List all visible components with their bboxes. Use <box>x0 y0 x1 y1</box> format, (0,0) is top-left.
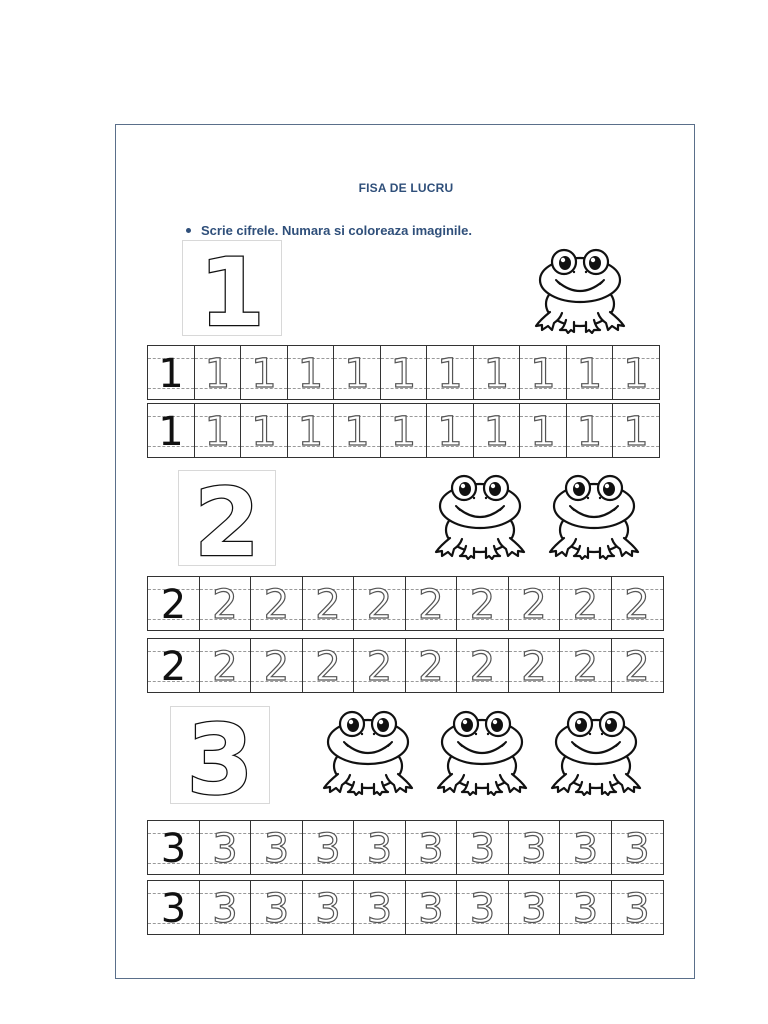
tracing-cell <box>508 820 561 875</box>
trace-digit: 3 <box>263 886 290 932</box>
tracing-cell <box>456 880 509 935</box>
trace-digit: 3 <box>624 826 650 872</box>
model-digit: 3 <box>160 826 187 872</box>
tracing-cell <box>240 403 288 458</box>
tracing-cell <box>147 638 200 693</box>
tracing-cell <box>287 345 335 400</box>
trace-digit: 2 <box>624 582 650 628</box>
trace-digit: 2 <box>366 644 393 690</box>
tracing-cell <box>250 880 303 935</box>
trace-digit: 1 <box>437 351 463 397</box>
svg-text:3: 3 <box>186 707 254 803</box>
tracing-cell <box>426 345 474 400</box>
model-digit: 3 <box>160 886 187 932</box>
tracing-cell <box>147 576 200 631</box>
tracing-cell <box>287 403 335 458</box>
tracing-cell <box>473 403 521 458</box>
trace-digit: 3 <box>418 826 444 872</box>
trace-digit: 1 <box>530 351 556 397</box>
tracing-cell <box>426 403 474 458</box>
tracing-cell <box>508 638 561 693</box>
trace-digit: 3 <box>469 826 496 872</box>
trace-digit: 2 <box>263 582 290 628</box>
frog-group-1 <box>530 242 630 334</box>
model-digit: 1 <box>158 351 184 397</box>
trace-digit: 2 <box>315 644 341 690</box>
trace-digit: 1 <box>344 409 370 455</box>
trace-digit: 2 <box>624 644 650 690</box>
model-digit: 2 <box>160 644 187 690</box>
tracing-cell <box>199 638 252 693</box>
tracing-row-2a <box>147 576 662 631</box>
tracing-cell <box>559 576 612 631</box>
tracing-cell <box>147 345 195 400</box>
big-digit-2 <box>178 470 276 566</box>
trace-digit: 1 <box>297 351 324 397</box>
frog-icon <box>546 704 646 796</box>
tracing-cell <box>456 820 509 875</box>
trace-digit: 2 <box>469 582 496 628</box>
tracing-cell <box>611 820 664 875</box>
bullet-icon <box>186 228 191 233</box>
trace-digit: 3 <box>572 826 599 872</box>
tracing-cell <box>611 880 664 935</box>
tracing-row-3a <box>147 820 662 875</box>
tracing-cell <box>147 880 200 935</box>
tracing-cell <box>508 880 561 935</box>
trace-digit: 1 <box>390 351 417 397</box>
tracing-cell <box>199 576 252 631</box>
big-digit-3 <box>170 706 270 804</box>
tracing-cell <box>559 820 612 875</box>
trace-digit: 2 <box>366 582 393 628</box>
tracing-row-2b <box>147 638 662 693</box>
instruction-text: Scrie cifrele. Numara si coloreaza imaginile. <box>201 223 472 238</box>
tracing-cell <box>612 345 660 400</box>
trace-digit: 1 <box>344 351 370 397</box>
frog-group-3 <box>318 704 646 796</box>
tracing-cell <box>302 576 355 631</box>
tracing-cell <box>199 820 252 875</box>
trace-digit: 3 <box>624 886 650 932</box>
tracing-cell <box>353 820 406 875</box>
tracing-cell <box>333 403 381 458</box>
tracing-cell <box>612 403 660 458</box>
trace-digit: 2 <box>469 644 496 690</box>
tracing-cell <box>519 345 567 400</box>
tracing-cell <box>250 820 303 875</box>
trace-digit: 1 <box>530 409 556 455</box>
frog-icon <box>432 704 532 796</box>
trace-digit: 3 <box>366 826 393 872</box>
tracing-cell <box>405 576 458 631</box>
trace-digit: 1 <box>204 409 231 455</box>
trace-digit: 3 <box>521 886 547 932</box>
tracing-cell <box>194 403 242 458</box>
frog-icon <box>544 468 644 560</box>
trace-digit: 2 <box>521 582 547 628</box>
tracing-cell <box>405 880 458 935</box>
tracing-row-1b <box>147 403 659 458</box>
tracing-cell <box>611 638 664 693</box>
trace-digit: 1 <box>251 409 277 455</box>
trace-digit: 1 <box>437 409 463 455</box>
trace-digit: 2 <box>521 644 547 690</box>
tracing-cell <box>194 345 242 400</box>
frog-icon <box>318 704 418 796</box>
trace-digit: 1 <box>204 351 231 397</box>
trace-digit: 2 <box>572 644 599 690</box>
svg-text:1: 1 <box>199 241 265 335</box>
tracing-cell <box>519 403 567 458</box>
trace-digit: 1 <box>390 409 417 455</box>
trace-digit: 1 <box>576 351 603 397</box>
tracing-cell <box>147 820 200 875</box>
tracing-cell <box>405 820 458 875</box>
big-digit-1 <box>182 240 282 336</box>
trace-digit: 1 <box>576 409 603 455</box>
tracing-row-1a <box>147 345 659 400</box>
tracing-cell <box>333 345 381 400</box>
svg-text:2: 2 <box>194 471 260 565</box>
frog-icon <box>530 242 630 334</box>
trace-digit: 3 <box>263 826 290 872</box>
tracing-cell <box>302 638 355 693</box>
tracing-cell <box>611 576 664 631</box>
tracing-cell <box>380 403 428 458</box>
trace-digit: 3 <box>212 826 238 872</box>
trace-digit: 2 <box>212 644 238 690</box>
trace-digit: 2 <box>418 644 444 690</box>
tracing-cell <box>473 345 521 400</box>
trace-digit: 1 <box>297 409 324 455</box>
tracing-cell <box>302 820 355 875</box>
model-digit: 1 <box>158 409 184 455</box>
tracing-cell <box>508 576 561 631</box>
trace-digit: 2 <box>418 582 444 628</box>
tracing-cell <box>250 638 303 693</box>
trace-digit: 1 <box>251 351 277 397</box>
instruction-line <box>186 223 472 238</box>
trace-digit: 3 <box>572 886 599 932</box>
trace-digit: 3 <box>418 886 444 932</box>
tracing-cell <box>566 345 614 400</box>
tracing-row-3b <box>147 880 662 935</box>
tracing-cell <box>199 880 252 935</box>
tracing-cell <box>147 403 195 458</box>
frog-icon <box>430 468 530 560</box>
trace-digit: 3 <box>469 886 496 932</box>
trace-digit: 2 <box>263 644 290 690</box>
tracing-cell <box>456 576 509 631</box>
trace-digit: 1 <box>623 351 649 397</box>
tracing-cell <box>302 880 355 935</box>
tracing-cell <box>380 345 428 400</box>
tracing-cell <box>353 638 406 693</box>
trace-digit: 3 <box>315 886 341 932</box>
tracing-cell <box>353 576 406 631</box>
tracing-cell <box>250 576 303 631</box>
tracing-cell <box>456 638 509 693</box>
model-digit: 2 <box>160 582 187 628</box>
trace-digit: 2 <box>572 582 599 628</box>
trace-digit: 3 <box>212 886 238 932</box>
trace-digit: 3 <box>366 886 393 932</box>
trace-digit: 1 <box>483 409 510 455</box>
trace-digit: 1 <box>623 409 649 455</box>
tracing-cell <box>566 403 614 458</box>
tracing-cell <box>559 638 612 693</box>
worksheet-title: FISA DE LUCRU <box>358 181 454 195</box>
trace-digit: 2 <box>212 582 238 628</box>
trace-digit: 1 <box>483 351 510 397</box>
frog-group-2 <box>430 468 644 560</box>
tracing-cell <box>240 345 288 400</box>
tracing-cell <box>353 880 406 935</box>
trace-digit: 3 <box>315 826 341 872</box>
trace-digit: 3 <box>521 826 547 872</box>
tracing-cell <box>559 880 612 935</box>
trace-digit: 2 <box>315 582 341 628</box>
tracing-cell <box>405 638 458 693</box>
